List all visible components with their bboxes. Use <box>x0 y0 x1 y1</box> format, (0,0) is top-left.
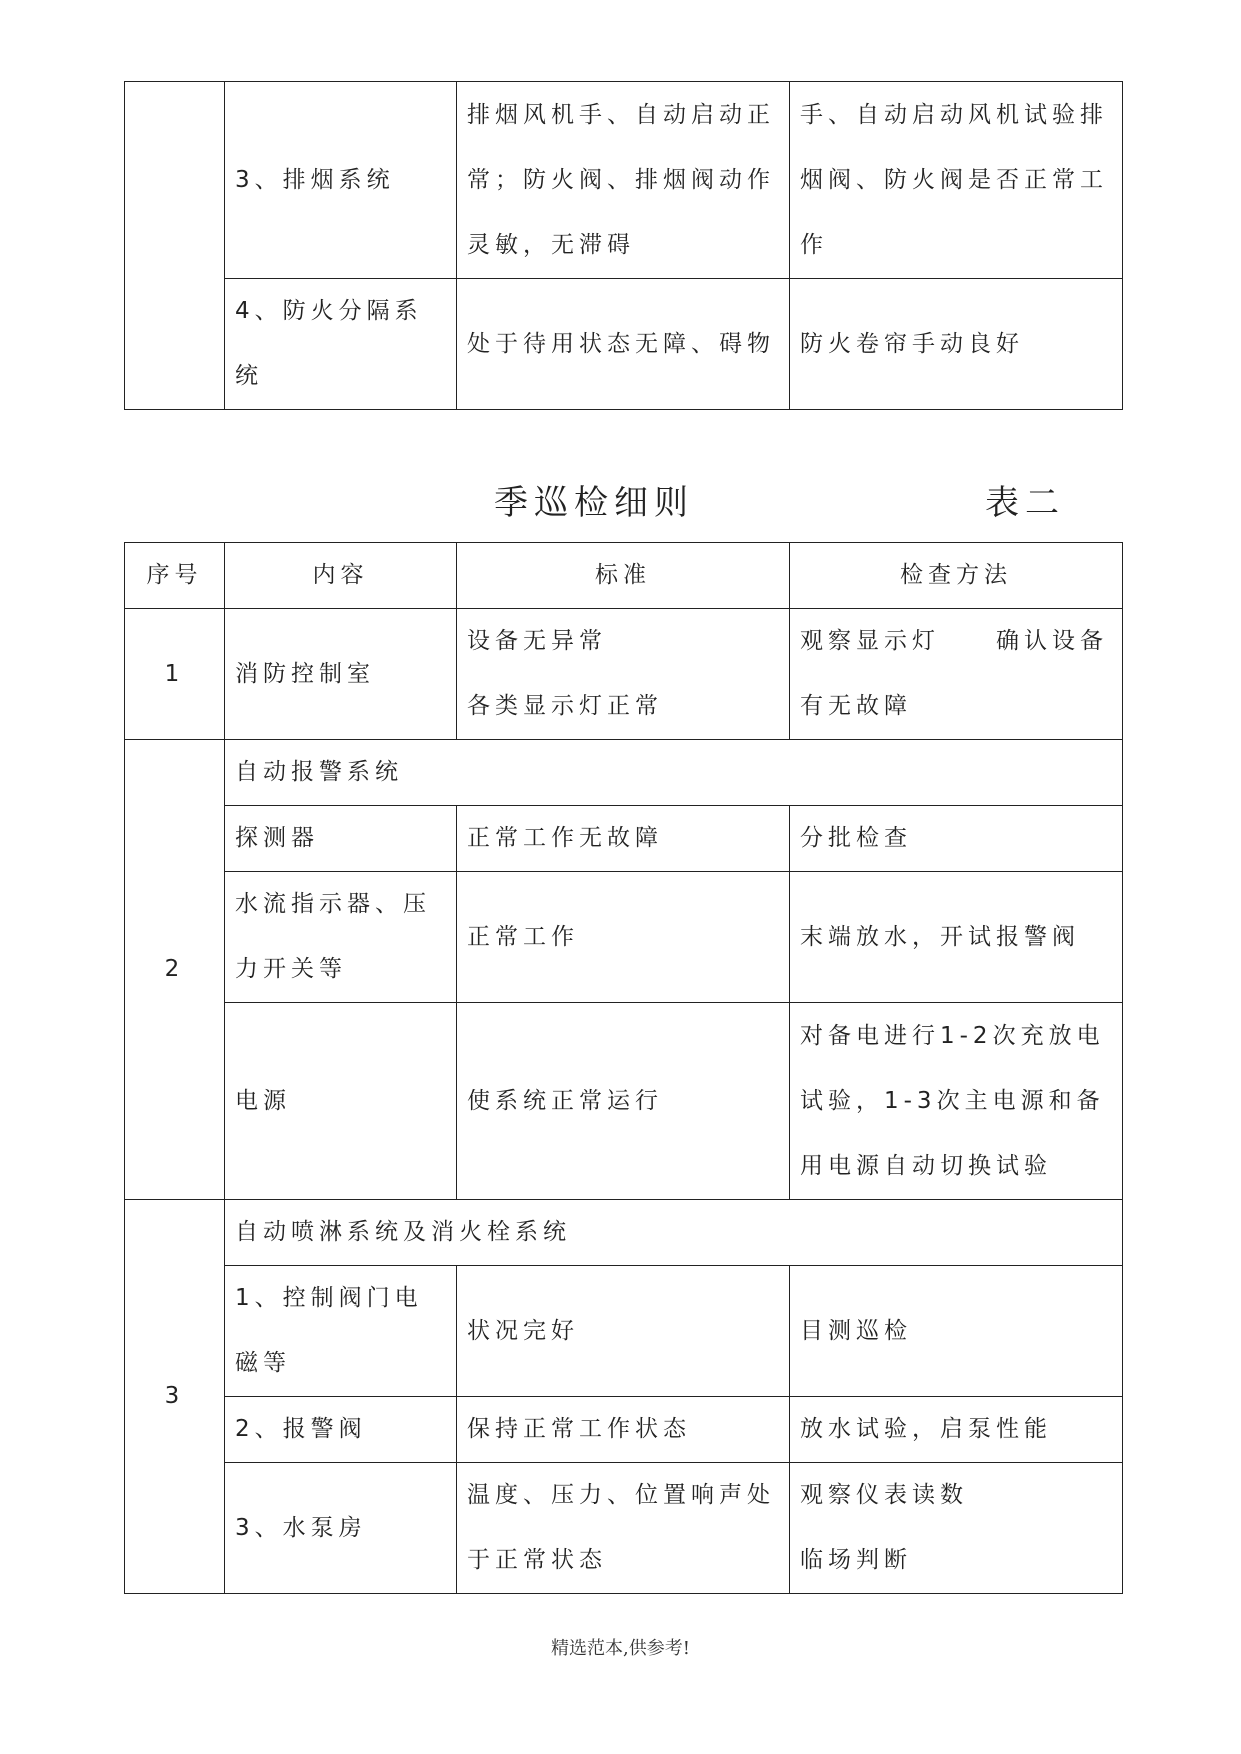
method-cell: 放水试验，启泵性能 <box>790 1397 1123 1463</box>
number-cell: 2 <box>125 740 225 1200</box>
table-row <box>125 1463 1123 1594</box>
method-cell: 观察显示灯 确认设备有无故障 <box>790 609 1123 740</box>
method-line: 临场判断 <box>800 1547 912 1573</box>
method-cell: 目测巡检 <box>790 1266 1123 1397</box>
table-row <box>125 872 1123 1003</box>
method-cell: 分批检查 <box>790 806 1123 872</box>
standard-cell: 正常工作无故障 <box>457 806 790 872</box>
content-cell: 消防控制室 <box>225 609 457 740</box>
header-method: 检查方法 <box>790 543 1123 609</box>
standard-cell: 正常工作 <box>457 872 790 1003</box>
merged-number-cell <box>125 82 225 410</box>
table-row <box>125 1003 1123 1200</box>
standard-cell: 保持正常工作状态 <box>457 1397 790 1463</box>
content-cell: 探测器 <box>225 806 457 872</box>
content-cell: 电源 <box>225 1003 457 1200</box>
content-cell: 1、控制阀门电磁等 <box>225 1266 457 1397</box>
section-heading-cell: 自动报警系统 <box>225 740 1123 806</box>
page-footer: 精选范本,供参考! <box>551 1638 690 1659</box>
number-cell: 3 <box>125 1200 225 1594</box>
table-number-label: 表二 <box>985 483 1065 523</box>
table-row <box>125 279 1123 410</box>
content-cell: 4、防火分隔系统 <box>225 279 457 410</box>
table-row <box>125 806 1123 872</box>
quarterly-inspection-table <box>124 542 1123 1594</box>
number-cell: 1 <box>125 609 225 740</box>
standard-cell: 温度、压力、位置响声处于正常状态 <box>457 1463 790 1594</box>
standard-line: 设备无异常 <box>467 628 607 654</box>
standard-cell: 使系统正常运行 <box>457 1003 790 1200</box>
table-row <box>125 1200 1123 1266</box>
continued-inspection-table <box>124 81 1123 410</box>
method-cell <box>790 1463 1123 1594</box>
content-cell: 水流指示器、压力开关等 <box>225 872 457 1003</box>
header-content: 内容 <box>225 543 457 609</box>
standard-cell: 排烟风机手、自动启动正常；防火阀、排烟阀动作灵敏，无滞碍 <box>457 82 790 279</box>
table-title: 季巡检细则 <box>494 483 694 523</box>
standard-cell: 处于待用状态无障、碍物 <box>457 279 790 410</box>
header-number: 序号 <box>125 543 225 609</box>
header-standard: 标准 <box>457 543 790 609</box>
table-row <box>125 740 1123 806</box>
content-cell: 3、排烟系统 <box>225 82 457 279</box>
table-row <box>125 1266 1123 1397</box>
method-line: 观察仪表读数 <box>800 1482 968 1508</box>
method-cell: 对备电进行1-2次充放电试验，1-3次主电源和备用电源自动切换试验 <box>790 1003 1123 1200</box>
standard-cell: 状况完好 <box>457 1266 790 1397</box>
content-cell: 2、报警阀 <box>225 1397 457 1463</box>
method-cell: 防火卷帘手动良好 <box>790 279 1123 410</box>
table-row <box>125 1397 1123 1463</box>
method-cell: 手、自动启动风机试验排烟阀、防火阀是否正常工作 <box>790 82 1123 279</box>
table-row <box>125 609 1123 740</box>
method-cell: 末端放水，开试报警阀 <box>790 872 1123 1003</box>
standard-line: 各类显示灯正常 <box>467 693 663 719</box>
table-row <box>125 82 1123 279</box>
standard-cell <box>457 609 790 740</box>
content-cell: 3、水泵房 <box>225 1463 457 1594</box>
table-header-row <box>125 543 1123 609</box>
section-heading-cell: 自动喷淋系统及消火栓系统 <box>225 1200 1123 1266</box>
